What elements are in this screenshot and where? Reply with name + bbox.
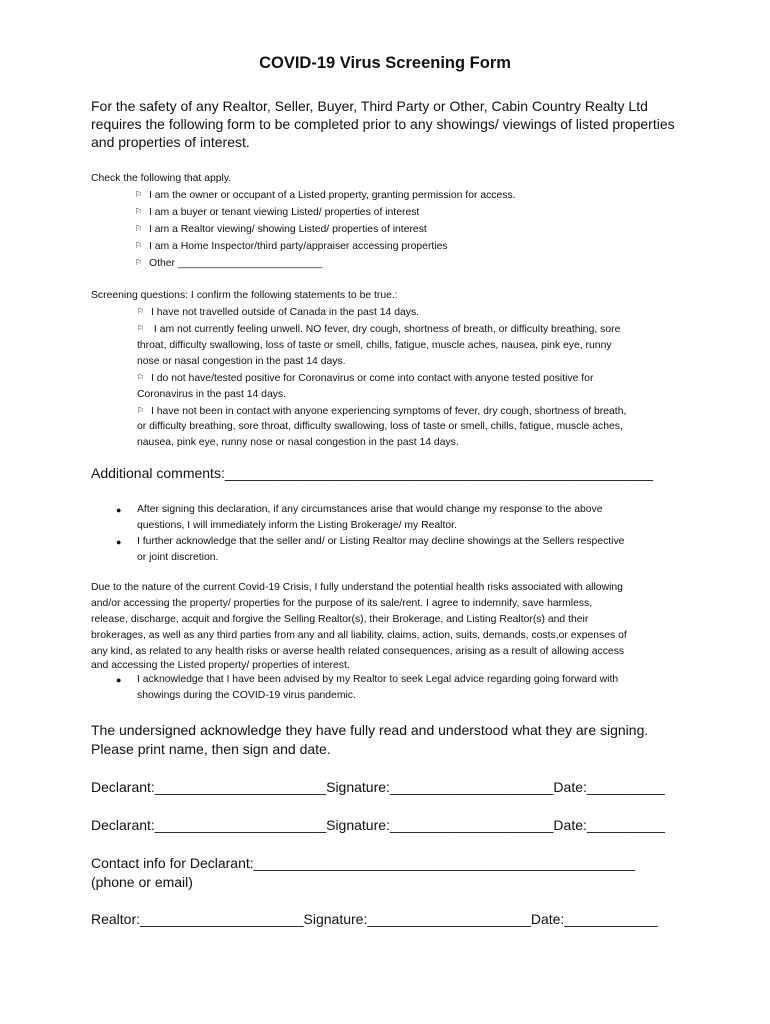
checkbox-icon[interactable]: ⚐: [137, 324, 145, 333]
check-option-label: Other _________________________: [149, 258, 323, 269]
legal-line-1: Due to the nature of the current Covid-19 Crisis, I fully understand the potential health risks associated with allowing: [91, 582, 623, 593]
checkbox-icon[interactable]: ⚐: [135, 258, 143, 267]
acknowledge-line-2: Please print name, then sign and date.: [91, 741, 331, 757]
additional-comments-field[interactable]: Additional comments:_______________________________________________________: [91, 465, 654, 481]
check-option-inspector[interactable]: [135, 237, 448, 255]
screening-q2[interactable]: [137, 320, 620, 338]
bullet-1-line-2: questions, I will immediately inform the Listing Brokerage/ my Realtor.: [137, 520, 457, 531]
checkbox-icon[interactable]: ⚐: [137, 406, 145, 415]
screening-q4-line-3: nausea, pink eye, runny nose or nasal congestion in the past 14 days.: [137, 437, 459, 448]
screening-q2-text: I am not currently feeling unwell. NO fever, dry cough, shortness of breath, or difficulty breathing, sore: [151, 324, 621, 335]
bullet-2-line-1: I further acknowledge that the seller and/ or Listing Realtor may decline showings at the Sellers respective: [137, 536, 625, 547]
check-option-label: I am the owner or occupant of a Listed property, granting permission for access.: [149, 190, 516, 201]
check-option-realtor[interactable]: [135, 220, 427, 238]
checkbox-icon[interactable]: ⚐: [135, 190, 143, 199]
checkbox-icon[interactable]: ⚐: [135, 207, 143, 216]
screening-q4-text: I have not been in contact with anyone experiencing symptoms of fever, dry cough, shortness of breath,: [151, 406, 627, 417]
contact-info-field[interactable]: Contact info for Declarant:_________________________________________________: [91, 855, 636, 871]
legal-line-5: any kind, as related to any health risks or averse health related consequences, arising as a result of allowing access: [91, 646, 625, 657]
check-option-buyer[interactable]: [135, 203, 419, 221]
checkbox-icon[interactable]: ⚐: [135, 224, 143, 233]
bullet-2-line-2: or joint discretion.: [137, 552, 219, 563]
acknowledge-line-1: The undersigned acknowledge they have fully read and understood what they are signing.: [91, 722, 649, 738]
intro-line-1: For the safety of any Realtor, Seller, Buyer, Third Party or Other, Cabin Country Realty Ltd: [91, 98, 648, 114]
screening-q1[interactable]: [137, 303, 419, 321]
check-option-other[interactable]: [135, 254, 322, 272]
intro-line-2: requires the following form to be completed prior to any showings/ viewings of listed properties: [91, 116, 675, 132]
declarant-1-signature-line[interactable]: Declarant:______________________Signature:_____________________Date:__________: [91, 779, 665, 795]
realtor-signature-line[interactable]: Realtor:_____________________Signature:_____________________Date:____________: [91, 911, 658, 927]
bullet-icon: ●: [116, 505, 122, 515]
legal-line-2: and/or accessing the property/ properties for the purpose of its sale/rent. I agree to indemnify, save harmless,: [91, 598, 593, 609]
screening-q3-text: I do not have/tested positive for Coronavirus or come into contact with anyone tested positive for: [151, 373, 594, 384]
bullet-icon: ●: [116, 537, 122, 547]
bullet-icon: ●: [116, 675, 122, 685]
checkbox-icon[interactable]: ⚐: [137, 373, 145, 382]
screening-q3-line-2: Coronavirus in the past 14 days.: [137, 389, 287, 400]
form-title: COVID-19 Virus Screening Form: [259, 54, 511, 72]
check-option-label: I am a buyer or tenant viewing Listed/ properties of interest: [149, 207, 420, 218]
bullet-3-line-1: I acknowledge that I have been advised by my Realtor to seek Legal advice regarding going forward with: [137, 674, 619, 685]
checkbox-icon[interactable]: ⚐: [135, 241, 143, 250]
legal-line-4: brokerages, as well as any third parties from any and all liability, claims, action, suits, demands, costs,or expenses of: [91, 630, 627, 641]
contact-info-hint: (phone or email): [91, 874, 193, 890]
screening-q2-line-3: nose or nasal congestion in the past 14 days.: [137, 356, 346, 367]
bullet-1-line-1: After signing this declaration, if any circumstances arise that would change my response to the above: [137, 504, 603, 515]
screening-q4-line-2: or difficulty breathing, sore throat, difficulty swallowing, loss of taste or smell, chills, fatigue, muscle aches,: [137, 421, 623, 432]
check-option-label: I am a Realtor viewing/ showing Listed/ properties of interest: [149, 224, 427, 235]
check-option-owner[interactable]: [135, 186, 516, 204]
intro-line-3: and properties of interest.: [91, 134, 250, 150]
screening-heading: Screening questions: I confirm the following statements to be true.:: [91, 290, 398, 301]
checkbox-icon[interactable]: ⚐: [137, 307, 145, 316]
legal-line-3: release, discharge, acquit and forgive the Selling Realtor(s), their Brokerage, and Listing Realtor(s) and their: [91, 614, 589, 625]
check-option-label: I am a Home Inspector/third party/appraiser accessing properties: [149, 241, 448, 252]
screening-q3[interactable]: [137, 369, 593, 387]
declarant-2-signature-line[interactable]: Declarant:______________________Signature:_____________________Date:__________: [91, 817, 665, 833]
screening-q2-line-2: throat, difficulty swallowing, loss of taste or smell, chills, fatigue, muscle aches, nausea, pink eye, runny: [137, 340, 612, 351]
screening-q1-text: I have not travelled outside of Canada in the past 14 days.: [151, 307, 420, 318]
bullet-3-line-2: showings during the COVID-19 virus pandemic.: [137, 690, 356, 701]
legal-line-6: and accessing the Listed property/ properties of interest.: [91, 660, 350, 671]
check-heading: Check the following that apply.: [91, 173, 232, 184]
